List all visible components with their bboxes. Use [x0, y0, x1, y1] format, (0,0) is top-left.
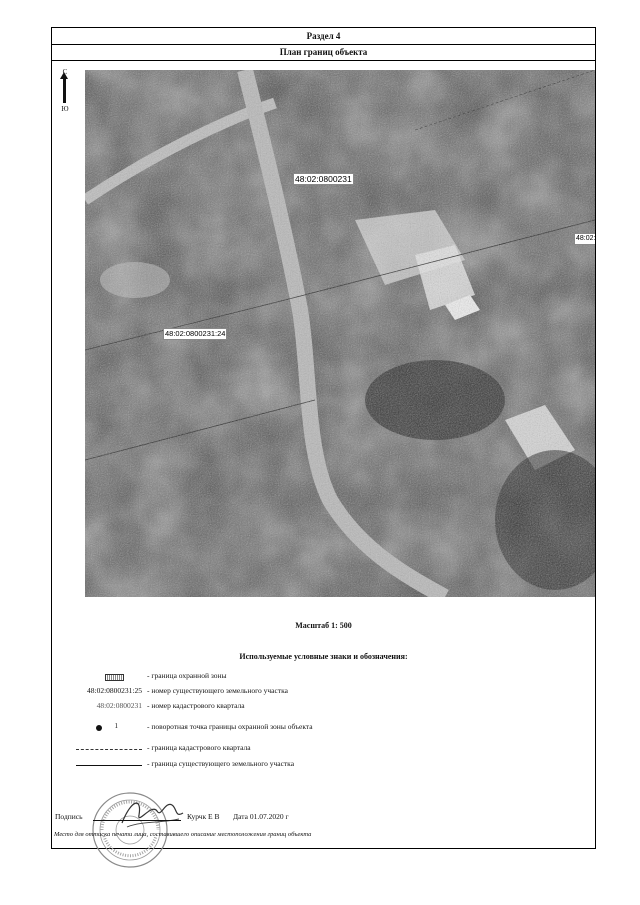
legend-zone-row [52, 671, 595, 683]
solid-line-icon [76, 765, 142, 766]
legend-quarter-border-row [52, 743, 595, 755]
signature-row [55, 812, 575, 824]
north-arrow-icon [58, 68, 72, 118]
signature-line [93, 820, 181, 821]
legend-quarter-border-text: - граница кадастрового квартала [147, 743, 251, 752]
edge-parcel-label: 48:02: [574, 233, 595, 245]
signature-label: Подпись [55, 812, 83, 821]
zone-hatch-icon [105, 674, 124, 681]
legend-parcel-number-symbol: 48:02:0800231:25 [86, 686, 142, 695]
aerial-map[interactable] [85, 70, 595, 597]
plan-title: План границ объекта [52, 44, 595, 61]
legend-point-row [52, 722, 595, 734]
quarter-number-label: 48:02:0800231 [295, 174, 352, 184]
south-label: Ю [61, 105, 69, 113]
document-frame [51, 27, 596, 849]
legend-parcel-border-row [52, 759, 595, 771]
legend-quarter-number-row [52, 701, 595, 713]
scale-label: Масштаб 1: 500 [295, 621, 352, 630]
section-header: Раздел 4 [52, 28, 595, 45]
signer-name: Курчк Е В [187, 812, 220, 821]
stamp-place-note: Место для оттиска печати лица, составившего описание местоположения границ объекта [54, 831, 312, 838]
dashed-line-icon [76, 749, 142, 750]
map-imagery [85, 70, 595, 597]
legend-point-text: - поворотная точка границы охранной зоны объекта [147, 722, 313, 731]
parcel-number-label: 48:02:0800231:24 [165, 329, 226, 338]
point-dot-icon [96, 725, 102, 731]
legend-parcel-number-row [52, 686, 595, 698]
legend-zone-text: - граница охранной зоны [147, 671, 227, 680]
legend-parcel-border-text: - граница существующего земельного участка [147, 759, 295, 768]
legend-parcel-number-text: - номер существующего земельного участка [147, 686, 288, 695]
signature-date: Дата 01.07.2020 г [233, 812, 289, 821]
legend-quarter-number-text: - номер кадастрового квартала [147, 701, 245, 710]
legend-title: Используемые условные знаки и обозначения: [239, 652, 408, 661]
legend-quarter-number-symbol: 48:02:0800231 [96, 701, 142, 710]
point-label: 1 [114, 722, 118, 730]
arrow-shaft [63, 77, 66, 103]
